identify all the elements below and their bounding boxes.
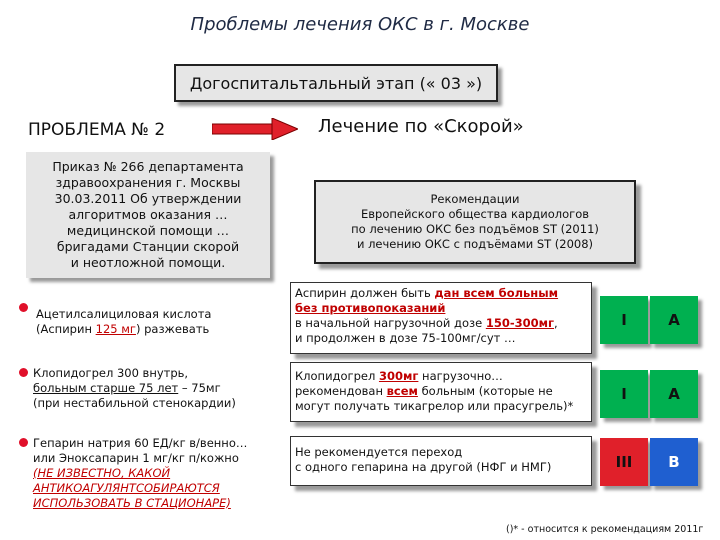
anticoagulant-warning: АНТИКОАГУЛЯНТСОБИРАЮТСЯ	[33, 481, 220, 495]
rec-emphasis: 150-300мг	[485, 316, 555, 330]
rec-text: в начальной нагрузочной дозе	[295, 316, 486, 330]
class-badge: III	[600, 438, 648, 486]
anticoagulant-warning: ИСПОЛЬЗОВАТЬ В СТАЦИОНАРЕ)	[33, 496, 231, 510]
level-badge: A	[650, 296, 698, 344]
level-badge: A	[650, 370, 698, 418]
order-line: и неотложной помощи.	[70, 255, 226, 270]
bullet-icon	[19, 438, 28, 447]
esc-line: Европейского общества кардиологов	[360, 207, 590, 221]
aspirin-name: Ацетилсалициловая кислота	[36, 307, 212, 321]
bullet-icon	[19, 303, 28, 312]
rec-clopidogrel-line	[295, 369, 587, 384]
class-badge: I	[600, 370, 648, 418]
rec-aspirin-dose-line	[295, 316, 587, 331]
right-arrow-icon	[212, 118, 298, 140]
rec-emphasis: всем	[386, 384, 418, 398]
order-line: медицинской помощи …	[66, 223, 230, 238]
rec-emphasis: дан всем больным	[434, 286, 559, 300]
order-line: Приказ № 266 департамента	[52, 159, 244, 174]
bullet-icon	[19, 368, 28, 377]
moscow-order-box	[26, 152, 270, 278]
rec-emphasis: 300мг	[378, 369, 419, 383]
prehospital-stage-box	[174, 64, 498, 102]
clopidogrel-line: Клопидогрел 300 внутрь,	[33, 366, 189, 380]
slide-title: Проблемы лечения ОКС в г. Москве	[190, 14, 530, 35]
left-clopidogrel-text	[33, 366, 236, 411]
rec-aspirin-line	[295, 286, 587, 301]
rec-text: ,	[554, 316, 558, 330]
rec-text: больным (которые не	[417, 384, 553, 398]
order-line: бригадами Станции скорой	[56, 239, 240, 254]
clopidogrel-note: (при нестабильной стенокардии)	[33, 396, 236, 410]
treatment-label: Лечение по «Скорой»	[318, 116, 524, 137]
aspirin-dose-prefix: (Аспирин	[36, 322, 96, 336]
esc-line: Рекомендации	[430, 192, 520, 206]
rec-clopidogrel-line	[295, 384, 587, 399]
aspirin-dose-suffix: ) разжевать	[135, 322, 210, 336]
left-aspirin-text	[36, 307, 211, 337]
esc-recommendations-box	[314, 180, 636, 264]
problem-label: ПРОБЛЕМА № 2	[28, 120, 166, 140]
rec-text: могут получать тикагрелор или прасугрель)*	[295, 399, 574, 413]
order-line: 30.03.2011 Об утверждении	[54, 191, 242, 206]
left-heparin-text	[33, 436, 247, 511]
footnote: ()* - относится к рекомендациям 2011г	[506, 524, 704, 535]
order-line: алгоритмов оказания …	[68, 207, 228, 222]
rec-text: с одного гепарина на другой (НФГ и НМГ)	[295, 460, 552, 474]
rec-aspirin-box	[290, 282, 592, 354]
rec-text: нагрузочно…	[418, 369, 503, 383]
rec-text: Аспирин должен быть	[295, 286, 435, 300]
level-badge: B	[650, 438, 698, 486]
esc-line: по лечению ОКС без подъёмов ST (2011)	[351, 222, 599, 236]
rec-text: рекомендован	[295, 384, 387, 398]
aspirin-dose-line	[36, 322, 211, 337]
clopidogrel-age: больным старше 75 лет	[33, 381, 179, 395]
heparin-line: Гепарин натрия 60 ЕД/кг в/венно…	[33, 436, 248, 450]
aspirin-dose: 125 мг	[95, 322, 136, 336]
rec-text: и продолжен в дозе 75-100мг/сут …	[295, 331, 516, 345]
esc-line: и лечению ОКС с подъёмами ST (2008)	[356, 237, 594, 251]
rec-clopidogrel-box	[290, 362, 592, 422]
class-badge: I	[600, 296, 648, 344]
order-line: здравоохранения г. Москвы	[55, 175, 241, 190]
clopidogrel-age-line	[33, 381, 236, 396]
anticoagulant-warning: (НЕ ИЗВЕСТНО, КАКОЙ	[33, 466, 171, 480]
clopidogrel-age-dose: – 75мг	[178, 381, 221, 395]
prehospital-stage-label: Догоспитальтальный этап (« 03 »)	[189, 73, 483, 93]
rec-heparin-box	[290, 436, 592, 486]
rec-text: Клопидогрел	[295, 369, 379, 383]
rec-text: Не рекомендуется переход	[295, 445, 463, 459]
rec-emphasis: без противопоказаний	[295, 301, 446, 315]
enoxaparin-line: или Эноксапарин 1 мг/кг п/кожно	[33, 451, 239, 465]
